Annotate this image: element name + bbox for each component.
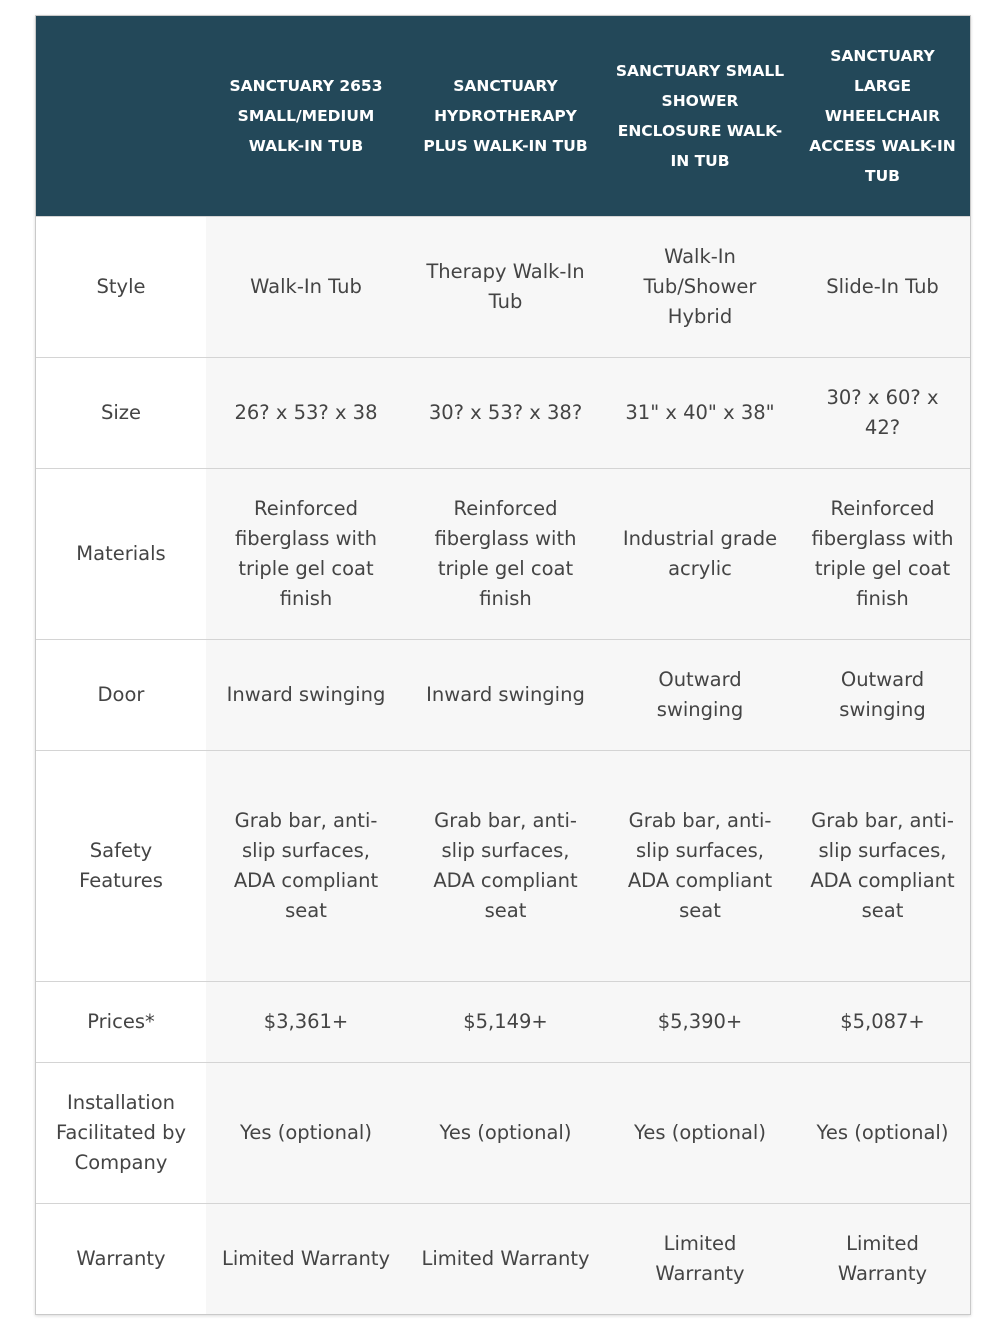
table-cell: 31" x 40" x 38" [605,357,795,468]
row-label: Door [36,639,206,750]
header-sanctuary-shower-enclosure: SANCTUARY SMALL SHOWER ENCLOSURE WALK-IN TUB [615,61,785,170]
table-cell: $5,087+ [795,981,970,1062]
header-sanctuary-hydrotherapy: SANCTUARY HYDROTHERAPY PLUS WALK-IN TUB [423,76,588,155]
row-label: Style [36,216,206,357]
table-cell: Limited Warranty [795,1203,970,1314]
table-row-prices [36,981,970,1062]
table-cell: Slide-In Tub [795,216,970,357]
header-sanctuary-wheelchair: SANCTUARY LARGE WHEELCHAIR ACCESS WALK-IN TUB [809,46,956,185]
table-row-warranty [36,1203,970,1314]
table-row-safety-features [36,750,970,981]
table-cell: Reinforced fiberglass with triple gel coat finish [795,468,970,639]
table-cell: Yes (optional) [605,1062,795,1203]
table-row-installation [36,1062,970,1203]
table-cell: Outward swinging [795,639,970,750]
table-cell: Limited Warranty [206,1203,406,1314]
comparison-table-container [35,15,971,1315]
table-cell: Yes (optional) [795,1062,970,1203]
table-cell: $5,390+ [605,981,795,1062]
row-label: Size [36,357,206,468]
table-cell: Grab bar, anti-slip surfaces, ADA compliant seat [605,750,795,981]
table-cell: Limited Warranty [605,1203,795,1314]
comparison-table [36,16,970,1314]
row-label: Installation Facilitated by Company [36,1062,206,1203]
table-cell: Outward swinging [605,639,795,750]
table-cell: Grab bar, anti-slip surfaces, ADA compliant seat [206,750,406,981]
table-row-size [36,357,970,468]
table-cell: 30? x 53? x 38? [406,357,605,468]
table-cell: Yes (optional) [406,1062,605,1203]
row-label: Safety Features [36,750,206,981]
header-blank [36,16,206,216]
table-cell: 26? x 53? x 38 [206,357,406,468]
table-cell: Inward swinging [406,639,605,750]
table-cell: Walk-In Tub [206,216,406,357]
table-cell: Reinforced fiberglass with triple gel coat finish [406,468,605,639]
table-cell: Inward swinging [206,639,406,750]
header-row [36,16,970,216]
table-cell: Industrial grade acrylic [605,468,795,639]
table-cell: Limited Warranty [406,1203,605,1314]
table-cell: $3,361+ [206,981,406,1062]
table-header [36,16,970,216]
row-label: Prices* [36,981,206,1062]
table-cell: Grab bar, anti-slip surfaces, ADA compliant seat [795,750,970,981]
table-cell: Grab bar, anti-slip surfaces, ADA compliant seat [406,750,605,981]
table-cell: Reinforced fiberglass with triple gel coat finish [206,468,406,639]
row-label: Warranty [36,1203,206,1314]
table-cell: Therapy Walk-In Tub [406,216,605,357]
table-row-materials [36,468,970,639]
table-cell: Walk-In Tub/Shower Hybrid [605,216,795,357]
header-sanctuary-2653: SANCTUARY 2653 SMALL/MEDIUM WALK-IN TUB [229,76,383,155]
table-cell: 30? x 60? x 42? [795,357,970,468]
table-cell: $5,149+ [406,981,605,1062]
table-row-door [36,639,970,750]
row-label: Materials [36,468,206,639]
table-cell: Yes (optional) [206,1062,406,1203]
table-row-style [36,216,970,357]
